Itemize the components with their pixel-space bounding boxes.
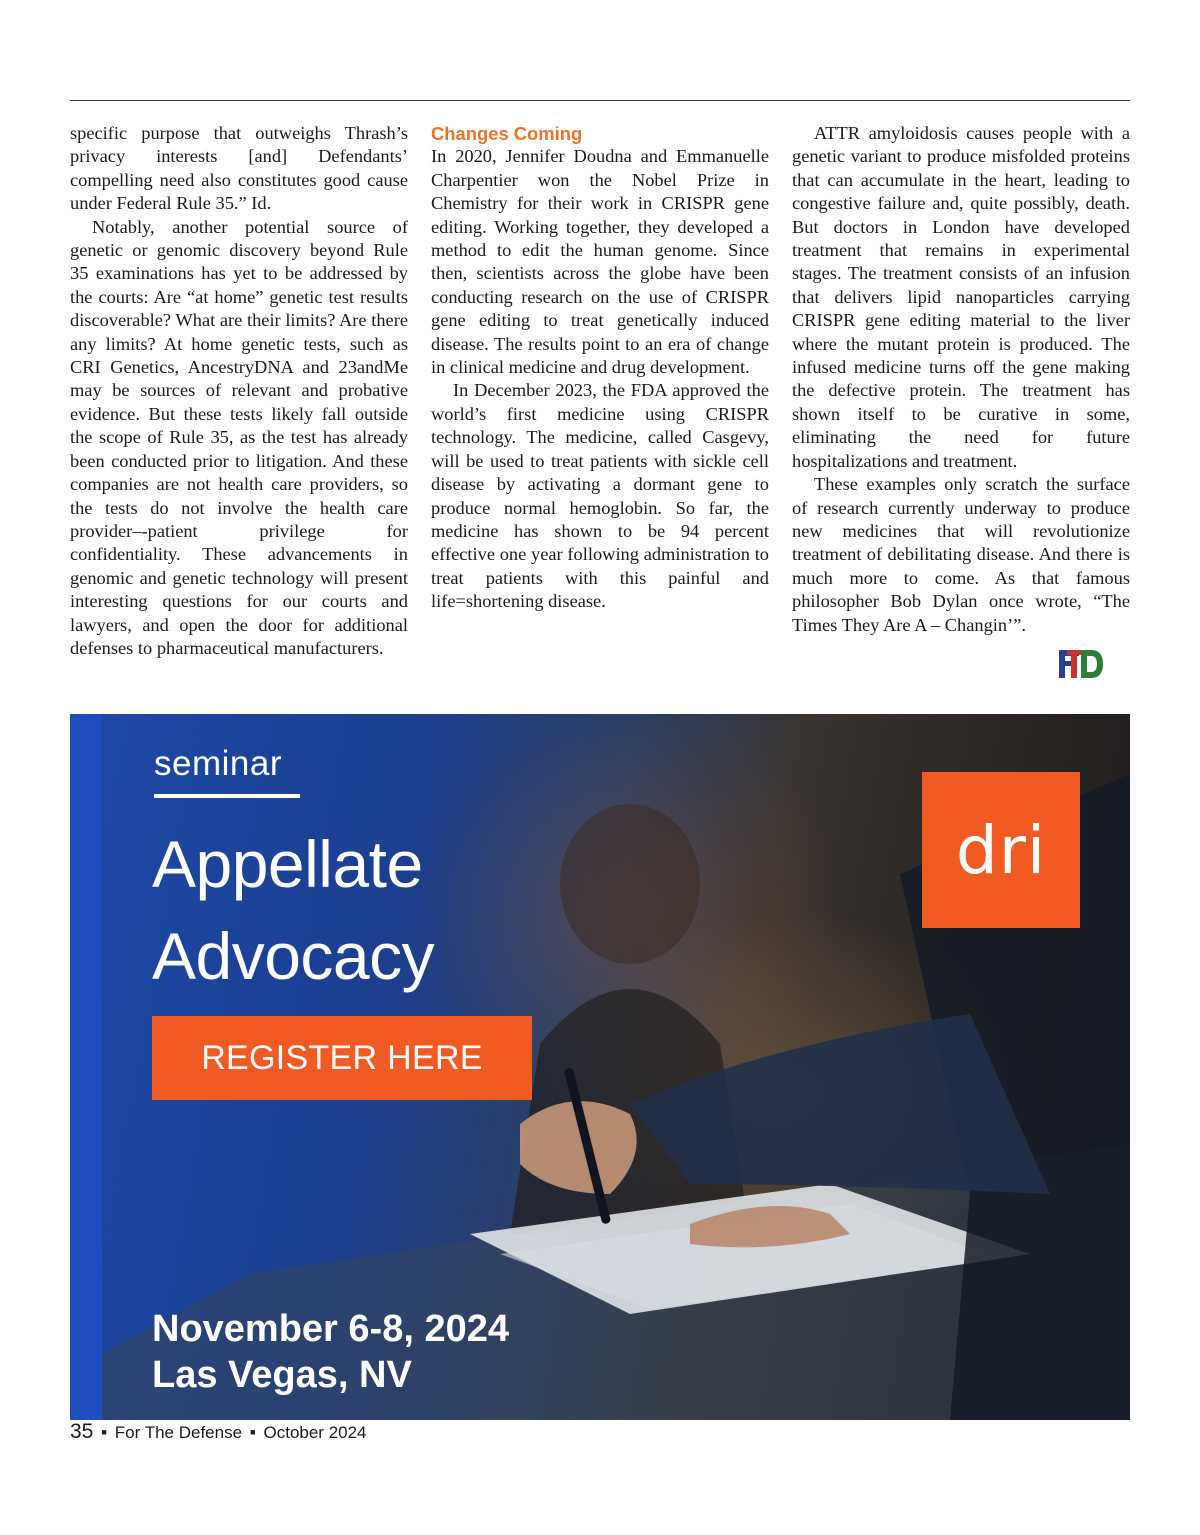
ad-eyebrow: seminar (154, 744, 282, 783)
register-button[interactable]: REGISTER HERE (152, 1016, 532, 1100)
paragraph: In December 2023, the FDA approved the world’s first medicine using CRISPR technology. The medicine, called Casgevy, will be used to treat patients with sickle cell disease by activating a dormant gene to produce normal hemoglobin. So far, the medicine has shown to be 94 percent effective one year following administration to treat patients with this painful and life=shortening disease. (431, 380, 769, 612)
publication-name: For The Defense (114, 1423, 243, 1442)
paragraph: ATTR amyloidosis causes people with a genetic variant to produce misfolded proteins that can accumulate in the heart, leading to congestive failure and, quite possibly, death. But doctors in London have developed treatment that remains in experimental stages. The treatment consists of an infusion that delivers lipid nanoparticles carrying CRISPR gene editing material to the liver where the mutant protein is produced. The infused medicine turns off the gene making the defective protein. The treatment has shown itself to be curative in some, eliminating the need for future hospitalizations and treatment. (792, 123, 1130, 471)
paragraph: Notably, another potential source of genetic or genomic discovery beyond Rule 35 examinations has yet to be addressed by the courts: Are “at home” genetic test results discoverable? What are their limits? Are there any limits? At home genetic tests, such as CRI Genetics, AncestryDNA and 23andMe may be sources of relevant and probative evidence. But these tests likely fall outside the scope of Rule 35, as the test has already been conducted prior to litigation. And these companies are not health care providers, so the tests do not involve the health care provider–-patient privilege for confidentiality. These advancements in genomic and genetic technology will present interesting questions for our courts and lawyers, and open the door for additional defenses to pharmaceutical manufacturers. (70, 216, 408, 658)
article-column-2 (431, 122, 769, 614)
ad-side-stripe (70, 714, 102, 1420)
ad-eyebrow-underline (154, 794, 300, 798)
page-footer (70, 1420, 367, 1446)
ad-title-line: Advocacy (152, 919, 435, 993)
article-column-3 (792, 122, 1130, 637)
ad-title-line: Appellate (152, 827, 423, 901)
separator-icon: ■ (101, 1427, 107, 1437)
section-heading: Changes Coming (431, 123, 583, 144)
ad-title (152, 818, 434, 1002)
page-number: 35 (70, 1420, 94, 1443)
top-rule (70, 100, 1130, 101)
paragraph: These examples only scratch the surface of research currently underway to produce new medicines that will revolutionize treatment of debilitating disease. And there is much more to come. As that famous philosopher Bob Dylan once wrote, “The Times They Are A – Changin’”. (792, 474, 1130, 635)
paragraph: specific purpose that outweighs Thrash’s privacy interests [and] Defendants’ compelling need also constitutes good cause under Federal Rule 35.” Id. (70, 123, 408, 214)
seminar-advertisement[interactable] (70, 714, 1130, 1420)
separator-icon: ■ (250, 1427, 256, 1437)
issue-date: October 2024 (263, 1423, 367, 1442)
dri-logo: dri (922, 772, 1080, 928)
ad-event-details (152, 1306, 509, 1398)
ad-date: November 6-8, 2024 (152, 1308, 509, 1350)
ftd-logo-icon (1059, 648, 1105, 680)
article-column-1 (70, 122, 408, 660)
ad-location: Las Vegas, NV (152, 1354, 412, 1396)
paragraph: In 2020, Jennifer Doudna and Emmanuelle Charpentier won the Nobel Prize in Chemistry for their work in CRISPR gene editing. Working together, they developed a method to edit the human genome. Since then, scientists across the globe have been conducting research on the use of CRISPR gene editing to treat genetically induced disease. The results point to an era of change in clinical medicine and drug development. (431, 146, 769, 378)
